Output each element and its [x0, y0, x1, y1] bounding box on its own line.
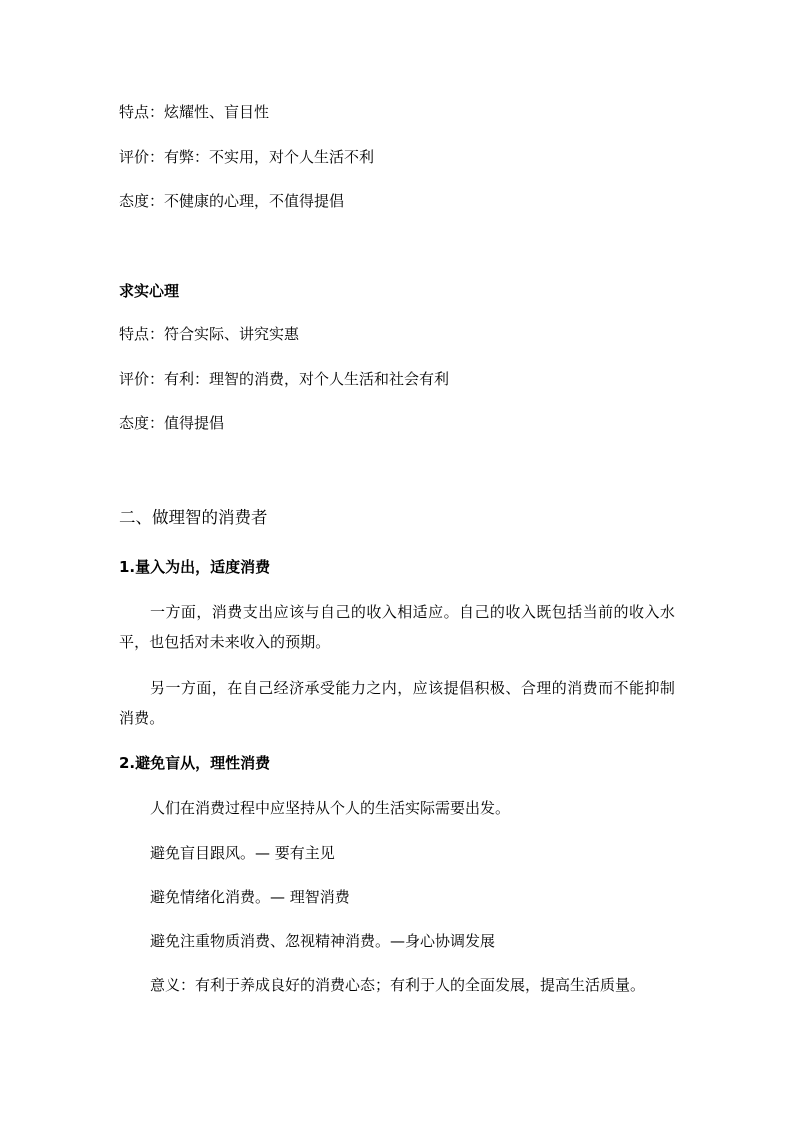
section-two-heading: 二、做理智的消费者	[119, 508, 268, 527]
point2-line-5: 意义：有利于养成良好的消费心态；有利于人的全面发展，提高生活质量。	[150, 976, 646, 994]
point1-paragraph-2: 另一方面，在自己经济承受能力之内，应该提倡积极、合理的消费而不能抑制消费。	[119, 679, 675, 727]
showoff-trait: 特点：炫耀性、盲目性	[119, 103, 270, 121]
point1-paragraph-1: 一方面，消费支出应该与自己的收入相适应。自己的收入既包括当前的收入水平，也包括对未来收入的预期。	[119, 603, 675, 651]
point2-line-1: 人们在消费过程中应坚持从个人的生活实际需要出发。	[150, 799, 511, 817]
point2-line-4: 避免注重物质消费、忽视精神消费。—身心协调发展	[150, 932, 496, 950]
practical-title: 求实心理	[119, 282, 180, 300]
practical-trait: 特点：符合实际、讲究实惠	[119, 325, 300, 343]
point1-title: 1.量入为出，适度消费	[119, 558, 271, 576]
point2-title: 2.避免盲从，理性消费	[119, 754, 271, 772]
point2-line-3: 避免情绪化消费。— 理智消费	[150, 888, 350, 906]
showoff-attitude: 态度：不健康的心理，不值得提倡	[119, 192, 345, 210]
practical-evaluation: 评价：有利：理智的消费，对个人生活和社会有利	[119, 370, 450, 388]
showoff-evaluation: 评价：有弊：不实用，对个人生活不利	[119, 148, 375, 166]
practical-attitude: 态度：值得提倡	[119, 414, 225, 432]
point2-line-2: 避免盲目跟风。— 要有主见	[150, 844, 335, 862]
